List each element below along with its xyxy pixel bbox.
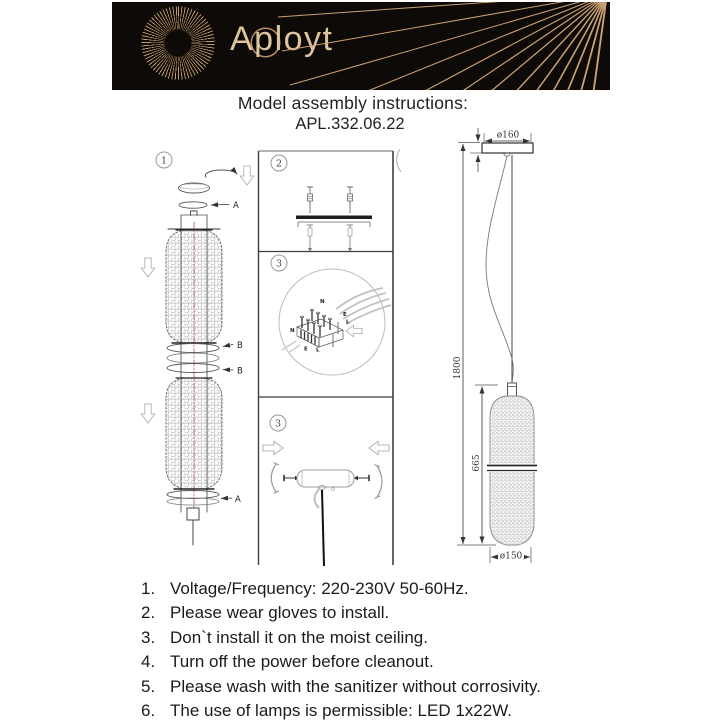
panel-step4-canopy <box>263 415 389 566</box>
item-number: 4. <box>141 652 156 672</box>
down-arrow-icon <box>240 166 254 185</box>
instruction-list <box>141 577 541 723</box>
screw-icon <box>347 187 353 213</box>
panel-step3-wiring <box>271 255 391 375</box>
part-label-a-top: A <box>233 201 239 211</box>
left-arrow-icon <box>369 441 389 455</box>
item-number: 2. <box>141 603 156 623</box>
cable <box>322 490 324 566</box>
item-text: The use of lamps is permissible: LED 1x22W. <box>170 701 513 721</box>
part-label-b-lower: B <box>237 366 243 377</box>
stray-curve <box>397 149 401 172</box>
mount-bar <box>296 216 372 220</box>
left-arrow-icon <box>346 325 362 337</box>
anchor-icon <box>307 225 313 252</box>
clamp-left <box>271 464 276 492</box>
instruction-item <box>141 650 541 674</box>
instruction-item <box>141 675 541 699</box>
model-number: APL.332.06.22 <box>295 115 405 133</box>
step-number-2: 2 <box>275 158 283 170</box>
dim-body-diameter: ø150 <box>499 551 523 562</box>
canopy <box>297 470 354 487</box>
ceiling-plate <box>482 143 533 153</box>
step-number-1: 1 <box>160 155 168 167</box>
item-text: Please wear gloves to install. <box>170 603 390 623</box>
wire-label-n: N <box>290 328 295 334</box>
step-number-3: 3 <box>275 258 283 270</box>
dim-total-height: 1800 <box>453 356 463 380</box>
down-arrow-icon <box>141 258 155 277</box>
item-number: 6. <box>141 701 156 721</box>
pendant-dimension-drawing <box>453 128 537 563</box>
step-number-4: 3 <box>274 418 282 430</box>
upper-shade <box>166 230 222 343</box>
screw-icon <box>307 187 313 213</box>
down-arrow-icon <box>141 404 155 423</box>
instruction-item <box>141 601 541 625</box>
rotate-arrow-icon <box>205 170 237 177</box>
part-label-a-bottom: A <box>235 495 241 505</box>
brand-name: Aployt <box>230 20 334 58</box>
wire-label-l: L <box>346 319 350 326</box>
instruction-item <box>141 626 541 650</box>
exploded-view-step1 <box>141 152 254 545</box>
panel-step2-bracket <box>271 155 372 252</box>
page-title: Model assembly instructions: <box>237 93 469 113</box>
item-number: 1. <box>141 579 156 598</box>
wire-label-l: L <box>316 347 320 354</box>
lamp-fitting <box>508 383 517 396</box>
wire-label-e: E <box>343 312 347 318</box>
detail-circle <box>279 269 385 375</box>
instruction-item <box>141 699 541 723</box>
item-text: Turn off the power before cleanout. <box>170 652 434 672</box>
clamp-right <box>377 466 382 497</box>
dim-canopy-diameter: ø160 <box>496 130 520 141</box>
wire-label-e: E <box>304 346 308 353</box>
lower-shade <box>166 378 222 489</box>
wire-label-n: N <box>320 299 325 305</box>
steps-panel-frame <box>259 149 402 565</box>
anchor-icon <box>347 225 353 252</box>
part-label-b-upper: B <box>237 341 243 351</box>
suspension-cable <box>486 156 513 386</box>
cable-sheath <box>315 489 320 508</box>
item-text: Please wash with the sanitizer without corrosivity. <box>170 676 542 696</box>
screw-icon <box>354 475 370 481</box>
item-text: Don`t install it on the moist ceiling. <box>170 627 428 647</box>
item-number: 5. <box>141 676 156 696</box>
dim-body-height: 665 <box>472 454 482 472</box>
right-arrow-icon <box>263 441 283 455</box>
item-number: 3. <box>141 627 156 647</box>
instruction-item <box>141 577 541 601</box>
item-text: Voltage/Frequency: 220-230V 50-60Hz. <box>170 579 469 598</box>
